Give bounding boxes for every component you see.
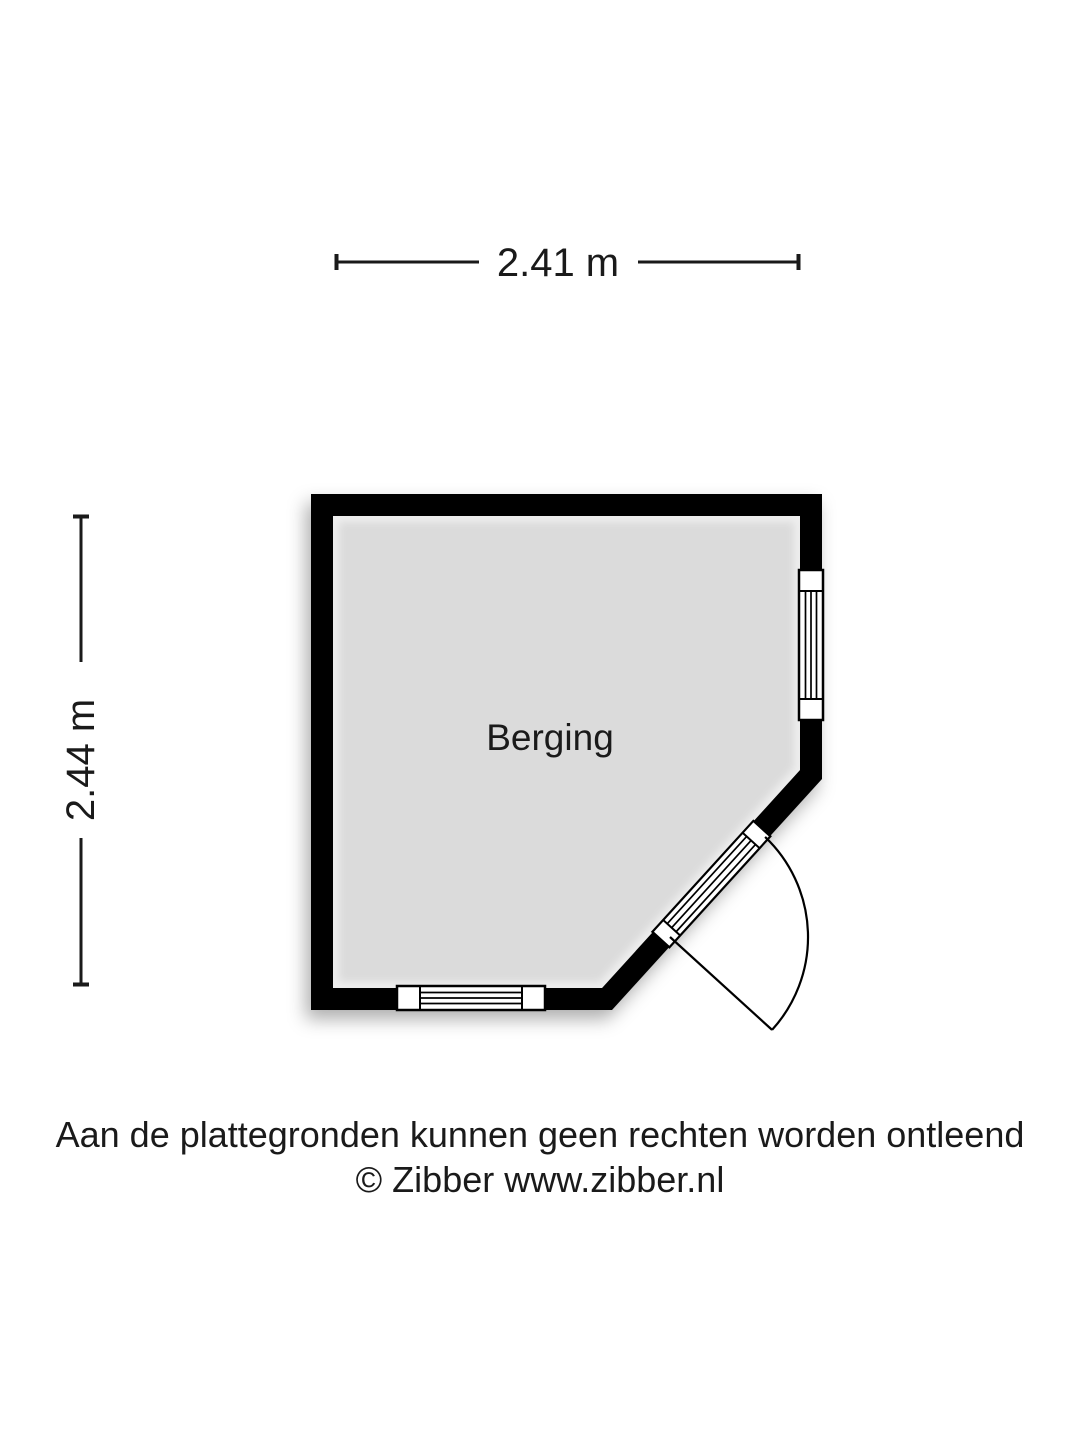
footer [0, 1112, 1080, 1202]
left-dimension [59, 515, 103, 986]
top-dimension [335, 241, 800, 285]
room-name-label: Berging [486, 717, 614, 758]
left-dimension-label: 2.44 m [59, 698, 103, 822]
top-dimension-label: 2.41 m [496, 241, 620, 285]
footer-copyright: © Zibber www.zibber.nl [355, 1159, 725, 1200]
window-right [799, 570, 823, 720]
window-bottom [397, 986, 545, 1010]
door-leaf [670, 937, 772, 1030]
footer-disclaimer: Aan de plattegronden kunnen geen rechten worden ontleend [55, 1114, 1025, 1155]
